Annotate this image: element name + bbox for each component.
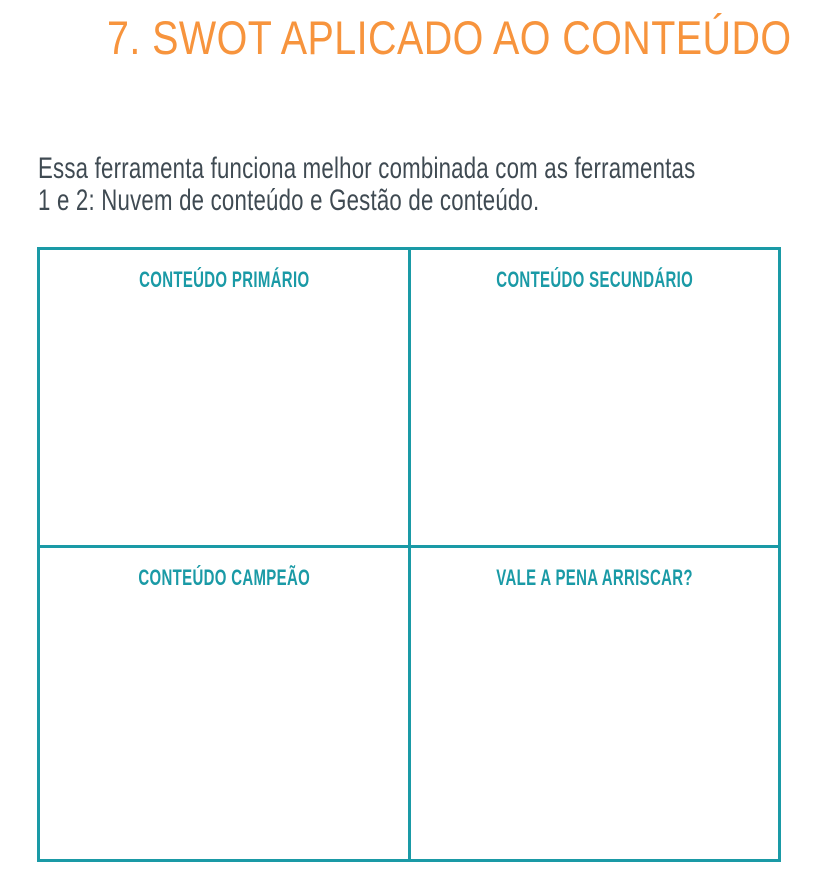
swot-cell-label-conteudo-campeao: CONTEÚDO CAMPEÃO [137,565,310,590]
swot-cell-conteudo-secundario [411,250,779,545]
swot-cell-conteudo-primario [40,250,408,545]
swot-cell-label-vale-a-pena-arriscar: VALE A PENA ARRISCAR? [495,565,693,590]
swot-cell-label-conteudo-primario: CONTEÚDO PRIMÁRIO [138,267,309,292]
intro-line-1: Essa ferramenta funciona melhor combinada com as ferramentas [38,152,696,185]
swot-cell-conteudo-campeao [40,548,408,859]
swot-cell-vale-a-pena-arriscar [411,548,779,859]
intro-line-2: 1 e 2: Nuvem de conteúdo e Gestão de conteúdo. [38,184,540,217]
swot-cell-label-conteudo-secundario: CONTEÚDO SECUNDÁRIO [495,267,693,292]
intro-paragraph [38,153,695,217]
page-title: 7. SWOT APLICADO AO CONTEÚDO [107,11,792,64]
swot-matrix [37,247,781,862]
